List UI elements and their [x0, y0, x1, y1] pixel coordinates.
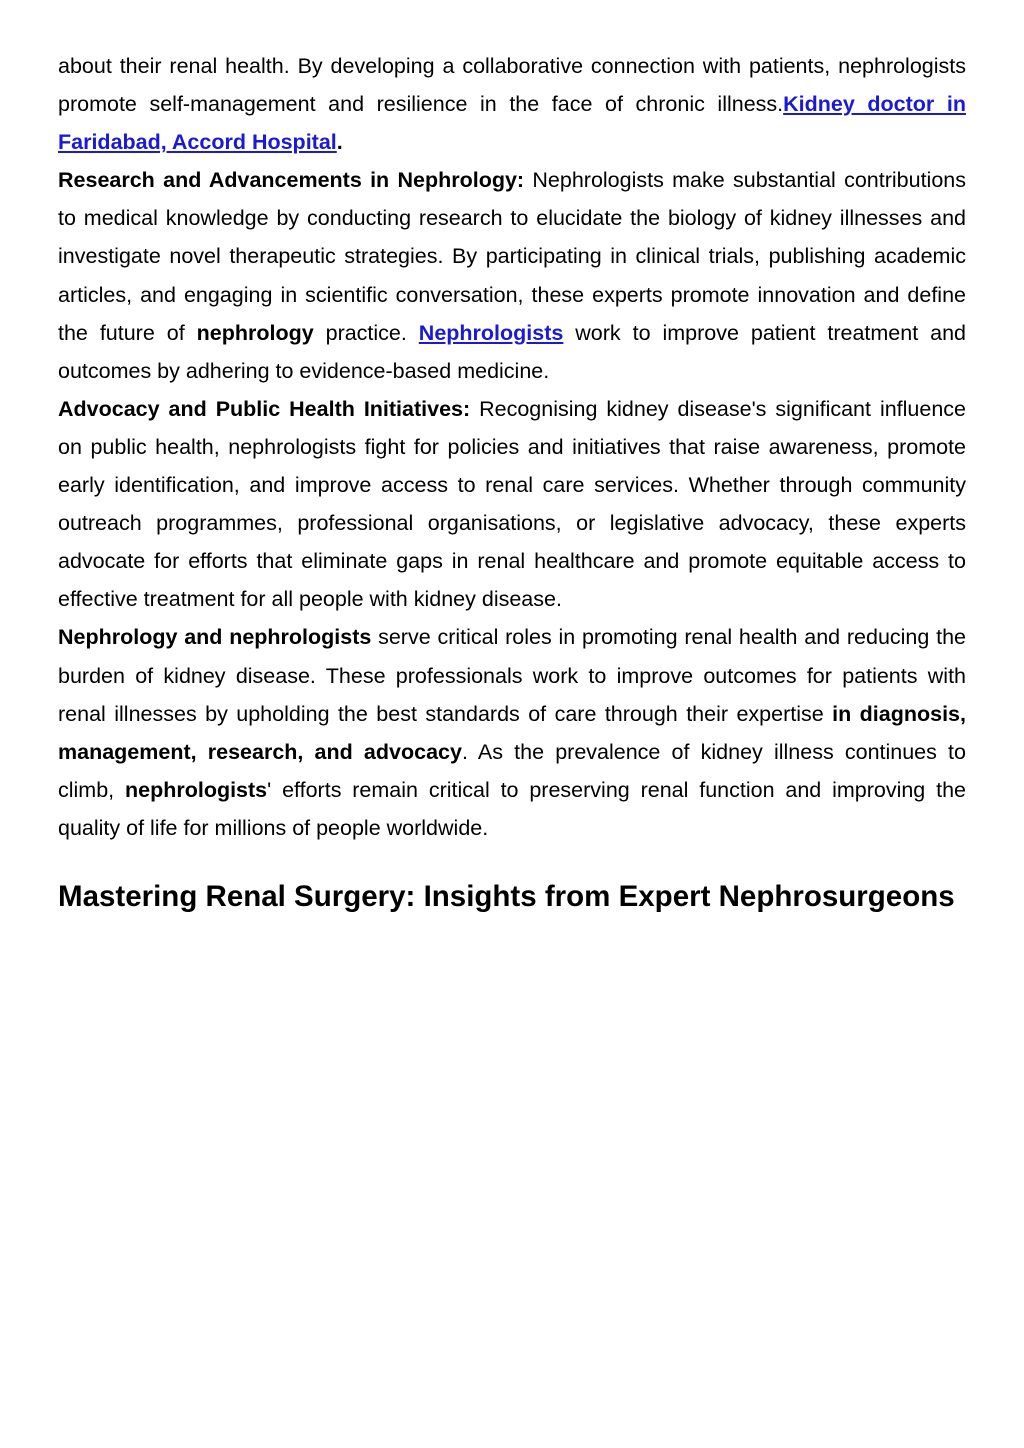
paragraph-period: .	[336, 130, 343, 155]
paragraph-conclusion	[58, 618, 966, 847]
paragraph-text: Nephrologists make substantial contributions to medical knowledge by conducting research to elucidate the biology of kidney illnesses and investigate novel therapeutic strategies. By participating in clinical trials, publishing academic articles, and engaging in scientific conversation, these experts promote innovation and define the future of	[58, 168, 966, 345]
conclusion-lead: Nephrology and nephrologists	[58, 625, 372, 650]
kidney-doctor-link[interactable]: Kidney doctor in Faridabad, Accord Hospital	[58, 92, 966, 155]
paragraph-text: serve critical roles in promoting renal health and reducing the burden of kidney disease. These professionals work to improve outcomes for patients with renal illnesses by upholding the best standards of care through their expertise	[58, 625, 966, 726]
paragraph-research	[58, 161, 966, 390]
advocacy-heading: Advocacy and Public Health Initiatives:	[58, 396, 471, 421]
section-heading: Mastering Renal Surgery: Insights from Expert Nephrosurgeons	[58, 879, 955, 913]
paragraph-text: . As the prevalence of kidney illness continues to climb,	[58, 739, 966, 802]
nephrology-bold: nephrology	[196, 320, 314, 345]
paragraph-text: ' efforts remain critical to preserving renal function and improving the quality of life for millions of people worldwide.	[58, 777, 966, 840]
nephrologists-bold: nephrologists	[124, 777, 268, 802]
paragraph-text: work to improve patient treatment and outcomes by adhering to evidence-based medicine.	[58, 320, 966, 383]
paragraph-advocacy	[58, 390, 966, 619]
research-heading: Research and Advancements in Nephrology:	[58, 168, 525, 193]
paragraph-text: practice.	[313, 320, 419, 345]
paragraph-text: Recognising kidney disease's significant influence on public health, nephrologists fight for policies and initiatives that raise awareness, promote early identification, and improve access to renal care services. Whether through community outreach programmes, professional organisations, or legislative advocacy, these experts advocate for efforts that eliminate gaps in renal healthcare and promote equitable access to effective treatment for all people with kidney disease.	[58, 396, 967, 612]
nephrologists-link[interactable]: Nephrologists	[418, 320, 564, 345]
paragraph-text: about their renal health. By developing a collaborative connection with patients, nephrologists promote self-management and resilience in the face of chronic illness.	[58, 54, 966, 117]
paragraph-renal-health	[58, 47, 966, 161]
expertise-bold: in diagnosis, management, research, and advocacy	[58, 701, 966, 764]
document-page	[58, 47, 966, 919]
